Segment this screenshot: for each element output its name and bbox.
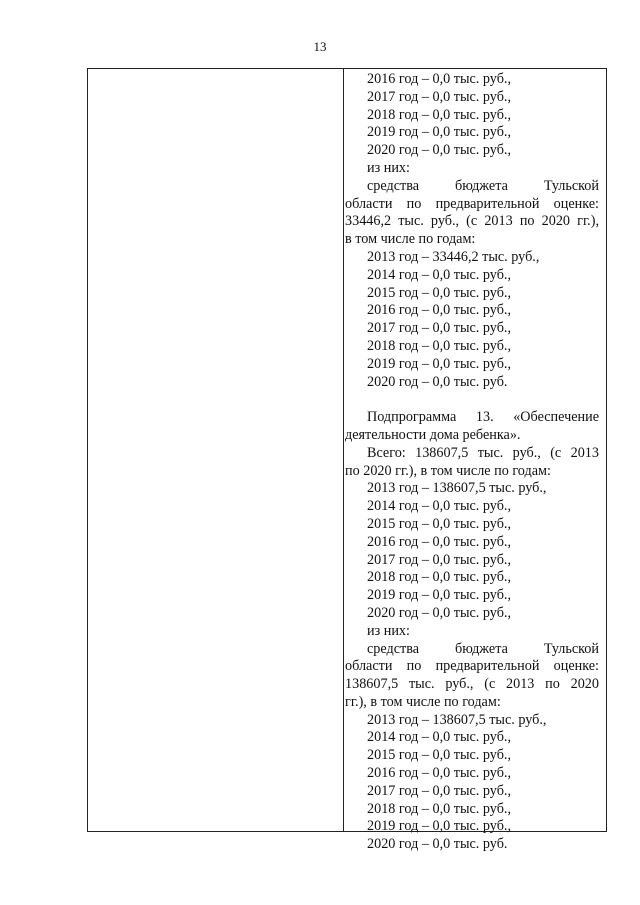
- year-line: 2019 год – 0,0 тыс. руб.,: [367, 355, 512, 372]
- year-line: 2016 год – 0,0 тыс. руб.,: [367, 765, 512, 782]
- year-line: 2016 год – 0,0 тыс. руб.,: [367, 533, 512, 550]
- year-line: 2018 год – 0,0 тыс. руб.,: [367, 337, 512, 354]
- year-line: 2019 год – 0,0 тыс. руб.,: [367, 587, 512, 604]
- table-left-cell: [88, 69, 344, 831]
- year-line: 2020 год – 0,0 тыс. руб.,: [367, 142, 512, 159]
- source-line: области по предварительной оценке:: [345, 195, 599, 212]
- year-line: 2016 год – 0,0 тыс. руб.,: [367, 302, 512, 319]
- source-line: области по предварительной оценке:: [345, 658, 599, 675]
- year-line: 2014 год – 0,0 тыс. руб.,: [367, 498, 512, 515]
- funding-table: [87, 68, 607, 853]
- year-line: 2020 год – 0,0 тыс. руб.,: [367, 604, 512, 621]
- source-line: средства бюджета Тульской: [367, 640, 599, 657]
- subprogram-title-line: Подпрограмма 13. «Обеспечение: [367, 409, 599, 426]
- year-line: 2013 год – 33446,2 тыс. руб.,: [367, 248, 540, 265]
- subprogram-title-line: деятельности дома ребенка».: [345, 426, 521, 443]
- total-line: Всего: 138607,5 тыс. руб., (с 2013: [367, 444, 599, 461]
- year-line: 2017 год – 0,0 тыс. руб.,: [367, 88, 512, 105]
- year-line: 2014 год – 0,0 тыс. руб.,: [367, 266, 512, 283]
- source-line: 138607,5 тыс. руб., (с 2013 по 2020: [345, 676, 599, 693]
- source-line: средства бюджета Тульской: [367, 177, 599, 194]
- year-line: 2015 год – 0,0 тыс. руб.,: [367, 747, 512, 764]
- year-line: 2017 год – 0,0 тыс. руб.,: [367, 320, 512, 337]
- year-line: 2016 год – 0,0 тыс. руб.,: [367, 71, 512, 87]
- source-line: гг.), в том числе по годам:: [345, 693, 501, 710]
- year-line: 2014 год – 0,0 тыс. руб.,: [367, 729, 512, 746]
- year-line: 2018 год – 0,0 тыс. руб.,: [367, 800, 512, 817]
- total-line: по 2020 гг.), в том числе по годам:: [345, 462, 551, 479]
- year-line: 2018 год – 0,0 тыс. руб.,: [367, 106, 512, 123]
- paragraph-gap: [345, 391, 599, 409]
- year-line: 2020 год – 0,0 тыс. руб.: [367, 373, 508, 390]
- year-line: 2013 год – 138607,5 тыс. руб.,: [367, 480, 547, 497]
- year-line: 2017 год – 0,0 тыс. руб.,: [367, 782, 512, 799]
- table-right-cell: [345, 71, 599, 854]
- year-line: 2015 год – 0,0 тыс. руб.,: [367, 284, 512, 301]
- year-line: 2019 год – 0,0 тыс. руб.,: [367, 124, 512, 141]
- source-line: 33446,2 тыс. руб., (с 2013 по 2020 гг.),: [345, 213, 599, 230]
- year-line: 2020 год – 0,0 тыс. руб.: [367, 836, 508, 853]
- year-line: 2017 год – 0,0 тыс. руб.,: [367, 551, 512, 568]
- iz-nih-label: из них:: [367, 159, 410, 176]
- year-line: 2013 год – 138607,5 тыс. руб.,: [367, 711, 547, 728]
- year-line: 2018 год – 0,0 тыс. руб.,: [367, 569, 512, 586]
- year-line: 2019 год – 0,0 тыс. руб.,: [367, 818, 512, 835]
- source-line: в том числе по годам:: [345, 231, 476, 248]
- iz-nih-label: из них:: [367, 622, 410, 639]
- page-number: 13: [313, 39, 327, 54]
- year-line: 2015 год – 0,0 тыс. руб.,: [367, 515, 512, 532]
